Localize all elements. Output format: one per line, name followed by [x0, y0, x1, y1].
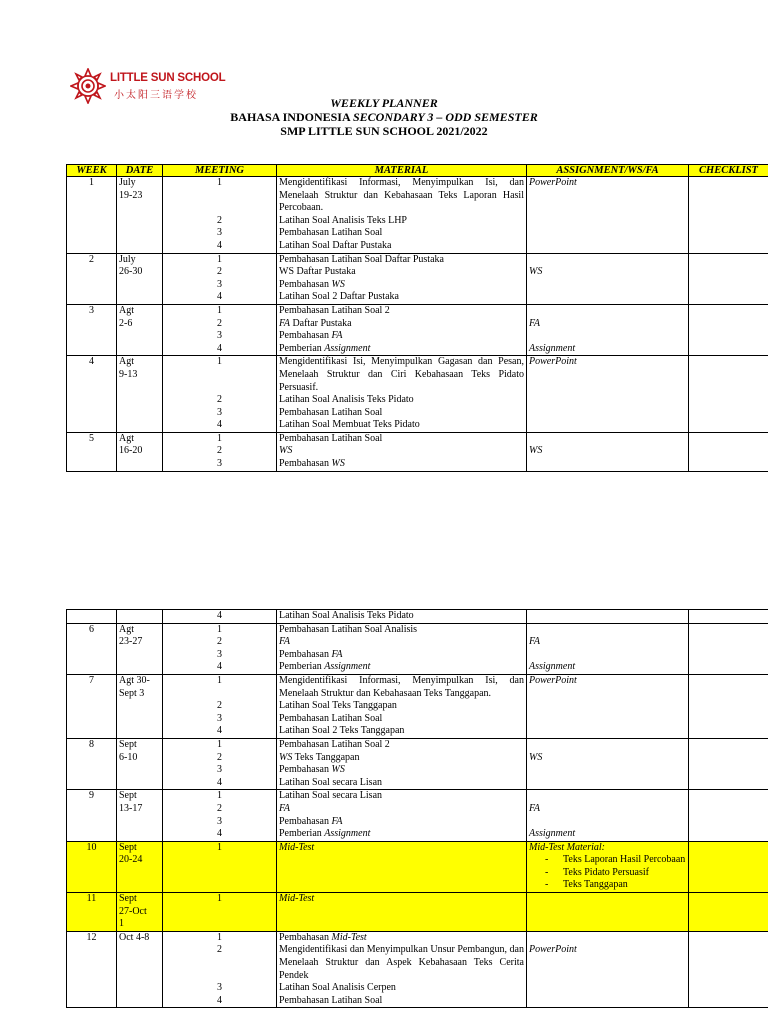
assignment-line: WS	[529, 445, 543, 457]
assignment-cell	[527, 931, 689, 1008]
assignment-line	[529, 610, 686, 623]
material-line: Pembahasan Latihan Soal	[279, 712, 383, 724]
table-row	[67, 931, 768, 1008]
assignment-cell	[527, 623, 689, 674]
table-row	[67, 790, 768, 841]
date-cell	[117, 304, 163, 355]
material-line: Latihan Soal 2 Teks Tanggapan	[279, 725, 405, 737]
meeting-cell	[163, 177, 277, 254]
date-line: Sept	[119, 841, 137, 853]
meeting-cell	[163, 623, 277, 674]
meeting-number: 3	[217, 982, 222, 994]
material-line	[279, 842, 524, 855]
material-text: Pemberian	[279, 661, 325, 673]
material-emphasis: Mid-Test	[331, 931, 367, 943]
meeting-number: 1	[217, 177, 222, 188]
meeting-number: 2	[217, 636, 222, 648]
material-cell	[277, 356, 527, 433]
date-line: Agt	[119, 304, 134, 316]
table-row	[67, 432, 768, 471]
assignment-line: FA	[529, 636, 540, 648]
logo-chinese-text: 小太阳三语学校	[114, 90, 198, 101]
meeting-cell	[163, 253, 277, 304]
mid-test-material-item: - Teks Tanggapan	[563, 879, 686, 892]
material-line	[279, 803, 524, 816]
material-line	[279, 343, 524, 356]
meeting-number: 4	[217, 342, 222, 354]
material-line: Latihan Soal Daftar Pustaka	[279, 239, 392, 251]
date-line: Sept 3	[119, 687, 145, 699]
header-material: MATERIAL	[277, 165, 527, 177]
material-cell	[277, 931, 527, 1008]
material-emphasis: Assignment	[324, 342, 371, 354]
checklist-cell	[689, 623, 768, 674]
material-line: Pembahasan Latihan Soal Daftar Pustaka	[279, 253, 444, 265]
assignment-line	[529, 433, 686, 446]
assignment-line: PowerPoint	[529, 674, 577, 686]
material-line	[279, 752, 524, 765]
meeting-number: 4	[217, 239, 222, 251]
material-line: Mengidentifikasi Isi, Menyimpulkan Gagasan dan Pesan, Menelaah Struktur dan Ciri Kebahasaan Teks Pidato Persuasif.	[279, 356, 524, 393]
date-cell	[117, 841, 163, 892]
date-line: 26-30	[119, 266, 143, 278]
material-line	[279, 661, 524, 674]
material-line	[279, 330, 524, 343]
material-emphasis: WS	[331, 764, 345, 776]
planner-school-year: SMP LITTLE SUN SCHOOL 2021/2022	[280, 124, 488, 138]
checklist-cell	[689, 356, 768, 433]
material-emphasis: FA	[331, 330, 343, 342]
assignment-line: Assignment	[529, 828, 576, 840]
meeting-number: 3	[217, 406, 222, 418]
assignment-line: FA	[529, 317, 540, 329]
week-cell: 4	[67, 356, 117, 433]
material-line: Latihan Soal Analisis Cerpen	[279, 982, 396, 994]
date-line: Oct 4-8	[119, 931, 150, 943]
meeting-number: 2	[217, 214, 222, 226]
week-cell: 12	[67, 931, 117, 1008]
material-line: Latihan Soal secara Lisan	[279, 790, 383, 802]
meeting-number: 4	[217, 828, 222, 840]
table-row	[67, 356, 768, 433]
date-line: 20-24	[119, 854, 143, 866]
meeting-number: 1	[217, 623, 222, 635]
material-line: Mengidentifikasi Informasi, Menyimpulkan Isi, dan Menelaah Struktur dan Kebahasaan Teks Laporan Hasil Percobaan.	[279, 177, 524, 214]
material-text: Pembahasan	[279, 648, 332, 660]
material-line	[279, 318, 524, 331]
date-line: 6-10	[119, 751, 138, 763]
assignment-cell	[527, 304, 689, 355]
date-line: Agt	[119, 356, 134, 368]
meeting-cell	[163, 738, 277, 789]
checklist-cell	[689, 738, 768, 789]
meeting-cell	[163, 841, 277, 892]
checklist-cell	[689, 841, 768, 892]
meeting-number: 2	[217, 317, 222, 329]
week-cell: 11	[67, 893, 117, 932]
checklist-cell	[689, 253, 768, 304]
material-line: Latihan Soal Analisis Teks LHP	[279, 214, 407, 226]
date-line: 13-17	[119, 802, 143, 814]
meeting-cell	[163, 674, 277, 738]
checklist-cell	[689, 674, 768, 738]
week-cell: 8	[67, 738, 117, 789]
meeting-number: 3	[217, 712, 222, 724]
material-emphasis: Mid-Test	[279, 841, 315, 853]
assignment-cell	[527, 432, 689, 471]
material-text-suffix: Daftar Pustaka	[289, 317, 352, 329]
assignment-line	[529, 330, 686, 343]
meeting-number: 3	[217, 764, 222, 776]
meeting-number: 4	[217, 776, 222, 788]
assignment-cell	[527, 738, 689, 789]
week-cell: 9	[67, 790, 117, 841]
meeting-number: 1	[217, 790, 222, 802]
material-cell	[277, 610, 527, 624]
material-cell	[277, 738, 527, 789]
date-cell	[117, 674, 163, 738]
checklist-cell	[689, 893, 768, 932]
header-date: DATE	[117, 165, 163, 177]
assignment-line	[529, 790, 686, 803]
assignment-cell	[527, 893, 689, 932]
material-emphasis: WS	[331, 458, 345, 470]
checklist-cell	[689, 790, 768, 841]
meeting-number: 4	[217, 610, 222, 621]
meeting-number: 1	[217, 841, 222, 853]
assignment-line	[529, 932, 686, 945]
assignment-cell	[527, 674, 689, 738]
meeting-number	[165, 970, 274, 983]
material-text: Pembahasan	[279, 278, 332, 290]
meeting-number	[165, 382, 274, 395]
material-line: Latihan Soal 2 Daftar Pustaka	[279, 291, 399, 303]
material-line: Pembahasan Latihan Soal 2	[279, 738, 390, 750]
meeting-cell	[163, 356, 277, 433]
header-week: WEEK	[67, 165, 117, 177]
material-emphasis: Mid-Test	[279, 893, 315, 905]
material-text-suffix: Teks Tanggapan	[292, 751, 360, 763]
assignment-line: PowerPoint	[529, 356, 577, 368]
material-line: Pembahasan Latihan Soal	[279, 432, 383, 444]
material-line: Pembahasan Latihan Soal 2	[279, 304, 390, 316]
meeting-number: 1	[217, 304, 222, 316]
date-line: July	[119, 177, 136, 188]
table-row	[67, 738, 768, 789]
date-line: 23-27	[119, 636, 143, 648]
material-cell	[277, 177, 527, 254]
date-cell	[117, 177, 163, 254]
meeting-cell	[163, 304, 277, 355]
assignment-line	[529, 305, 686, 318]
material-line	[279, 816, 524, 829]
assignment-cell	[527, 610, 689, 624]
date-cell	[117, 610, 163, 624]
date-line: Agt 30-	[119, 674, 150, 686]
material-line: Latihan Soal Teks Tanggapan	[279, 700, 397, 712]
assignment-cell	[527, 790, 689, 841]
meeting-number: 2	[217, 700, 222, 712]
assignment-line	[529, 254, 686, 267]
material-emphasis: FA	[279, 317, 290, 329]
assignment-cell	[527, 356, 689, 433]
date-line: 19-23	[119, 189, 143, 201]
meeting-number: 1	[217, 931, 222, 943]
meeting-number: 1	[217, 893, 222, 905]
meeting-number: 3	[217, 278, 222, 290]
meeting-number: 3	[217, 815, 222, 827]
date-cell	[117, 623, 163, 674]
assignment-line	[529, 624, 686, 637]
meeting-cell	[163, 432, 277, 471]
meeting-number	[165, 369, 274, 382]
material-line: WS Daftar Pustaka	[279, 266, 356, 278]
checklist-cell	[689, 432, 768, 471]
material-line	[279, 636, 524, 649]
material-text: Pembahasan	[279, 330, 332, 342]
date-line: 9-13	[119, 368, 138, 380]
meeting-number: 2	[217, 266, 222, 278]
checklist-cell	[689, 931, 768, 1008]
mid-test-material-item: - Teks Pidato Persuasif	[563, 867, 686, 880]
assignment-line	[529, 739, 686, 752]
material-emphasis: FA	[331, 648, 343, 660]
meeting-number: 1	[217, 253, 222, 265]
week-cell: 6	[67, 623, 117, 674]
meeting-number: 1	[217, 356, 222, 368]
material-line	[279, 279, 524, 292]
material-line: Latihan Soal secara Lisan	[279, 776, 383, 788]
date-line: 27-Oct	[119, 905, 147, 917]
date-line: Sept	[119, 790, 137, 802]
meeting-number: 2	[217, 802, 222, 814]
material-text: Pemberian	[279, 828, 325, 840]
material-line	[279, 458, 524, 471]
table-row	[67, 177, 768, 254]
meeting-number: 4	[217, 291, 222, 303]
meeting-number: 4	[217, 661, 222, 673]
meeting-cell	[163, 931, 277, 1008]
assignment-line	[529, 893, 686, 906]
week-cell: 3	[67, 304, 117, 355]
mid-test-material-item: - Teks Laporan Hasil Percobaan	[563, 854, 686, 867]
date-cell	[117, 738, 163, 789]
checklist-cell	[689, 610, 768, 624]
date-cell	[117, 790, 163, 841]
material-cell	[277, 304, 527, 355]
meeting-cell	[163, 790, 277, 841]
material-cell	[277, 841, 527, 892]
material-line: Pembahasan Latihan Soal	[279, 227, 383, 239]
meeting-number: 4	[217, 994, 222, 1006]
date-cell	[117, 356, 163, 433]
checklist-cell	[689, 177, 768, 254]
material-line	[279, 828, 524, 841]
logo-text: LITTLE SUN SCHOOL	[110, 72, 226, 84]
material-emphasis: FA	[331, 815, 343, 827]
material-line: Mengidentifikasi dan Menyimpulkan Unsur Pembangun, dan Menelaah Struktur dan Aspek Kebahasaan Teks Cerita Pendek	[279, 944, 524, 981]
material-emphasis: WS	[279, 751, 293, 763]
week-cell	[67, 610, 117, 624]
meeting-number: 1	[217, 432, 222, 444]
material-line	[279, 445, 524, 458]
assignment-line: PowerPoint	[529, 944, 577, 956]
meeting-number: 3	[217, 227, 222, 239]
assignment-line	[529, 816, 686, 829]
material-cell	[277, 790, 527, 841]
meeting-number: 3	[217, 458, 222, 470]
table-row	[67, 253, 768, 304]
date-line: 16-20	[119, 445, 143, 457]
material-cell	[277, 674, 527, 738]
meeting-number: 3	[217, 330, 222, 342]
material-emphasis: WS	[279, 445, 293, 457]
planner-title: WEEKLY PLANNER	[330, 96, 438, 110]
material-emphasis: FA	[279, 636, 290, 648]
material-cell	[277, 432, 527, 471]
meeting-cell	[163, 610, 277, 624]
table-row	[67, 893, 768, 932]
date-line: Agt	[119, 623, 134, 635]
week-cell: 7	[67, 674, 117, 738]
week-cell: 5	[67, 432, 117, 471]
material-line: Pembahasan Latihan Soal	[279, 406, 383, 418]
meeting-number	[165, 957, 274, 970]
material-line	[279, 649, 524, 662]
date-cell	[117, 432, 163, 471]
date-cell	[117, 931, 163, 1008]
meeting-number	[165, 202, 274, 215]
assignment-line: WS	[529, 751, 543, 763]
date-line: Sept	[119, 738, 137, 750]
checklist-cell	[689, 304, 768, 355]
table-row	[67, 841, 768, 892]
table-row	[67, 610, 768, 624]
meeting-number: 1	[217, 738, 222, 750]
material-line: Latihan Soal Analisis Teks Pidato	[279, 610, 414, 621]
week-cell: 10	[67, 841, 117, 892]
meeting-number	[165, 688, 274, 701]
header-meeting: MEETING	[163, 165, 277, 177]
subject-name: BAHASA INDONESIA	[230, 110, 353, 124]
meeting-number	[165, 190, 274, 203]
meeting-number: 2	[217, 394, 222, 406]
meeting-number: 4	[217, 419, 222, 431]
date-line: July	[119, 253, 136, 265]
material-text: Pembahasan	[279, 458, 332, 470]
assignment-line: Assignment	[529, 661, 576, 673]
meeting-number: 3	[217, 648, 222, 660]
week-cell: 2	[67, 253, 117, 304]
material-emphasis: WS	[331, 278, 345, 290]
weekly-planner-table-page-1	[66, 164, 768, 472]
header-checklist: CHECKLIST	[689, 165, 768, 177]
assignment-line: FA	[529, 802, 540, 814]
date-line: Agt	[119, 432, 134, 444]
material-text: Pembahasan	[279, 764, 332, 776]
table-row	[67, 623, 768, 674]
material-text: Pembahasan	[279, 931, 332, 943]
date-line: 2-6	[119, 317, 133, 329]
assignment-cell	[527, 177, 689, 254]
material-line: Mengidentifikasi Informasi, Menyimpulkan Isi, dan Menelaah Struktur dan Kebahasaan Teks Tanggapan.	[279, 674, 524, 699]
assignment-cell	[527, 841, 689, 892]
material-line	[279, 932, 524, 945]
material-cell	[277, 893, 527, 932]
material-line	[279, 764, 524, 777]
date-line: Sept	[119, 893, 137, 905]
material-emphasis: Assignment	[324, 661, 371, 673]
meeting-number: 4	[217, 725, 222, 737]
material-line: Pembahasan Latihan Soal Analisis	[279, 623, 418, 635]
assignment-line	[529, 649, 686, 662]
material-text: Pemberian	[279, 342, 325, 354]
date-line: 1	[119, 918, 124, 930]
meeting-cell	[163, 893, 277, 932]
assignment-line: WS	[529, 266, 543, 278]
subject-level: SECONDARY 3 – ODD SEMESTER	[352, 110, 538, 124]
material-text: Pembahasan	[279, 815, 332, 827]
assignment-cell	[527, 253, 689, 304]
meeting-number: 2	[217, 751, 222, 763]
mid-test-material-list	[529, 854, 686, 892]
planner-subject	[0, 110, 768, 124]
material-emphasis: Assignment	[324, 828, 371, 840]
assignment-line: Assignment	[529, 342, 576, 354]
material-cell	[277, 623, 527, 674]
meeting-number: 2	[217, 445, 222, 457]
material-line: Pembahasan Latihan Soal	[279, 994, 383, 1006]
material-line: Latihan Soal Membuat Teks Pidato	[279, 419, 420, 431]
table-row	[67, 304, 768, 355]
date-cell	[117, 253, 163, 304]
material-cell	[277, 253, 527, 304]
meeting-number: 1	[217, 674, 222, 686]
material-line: Latihan Soal Analisis Teks Pidato	[279, 394, 414, 406]
date-cell	[117, 893, 163, 932]
weekly-planner-table-page-2	[66, 609, 768, 1008]
material-line	[279, 893, 524, 906]
table-row	[67, 674, 768, 738]
week-cell: 1	[67, 177, 117, 254]
assignment-line: Mid-Test Material:	[529, 841, 606, 853]
material-emphasis: FA	[279, 802, 290, 814]
assignment-line: PowerPoint	[529, 177, 577, 188]
meeting-number: 2	[217, 944, 222, 956]
header-assignment: ASSIGNMENT/WS/FA	[527, 165, 689, 177]
